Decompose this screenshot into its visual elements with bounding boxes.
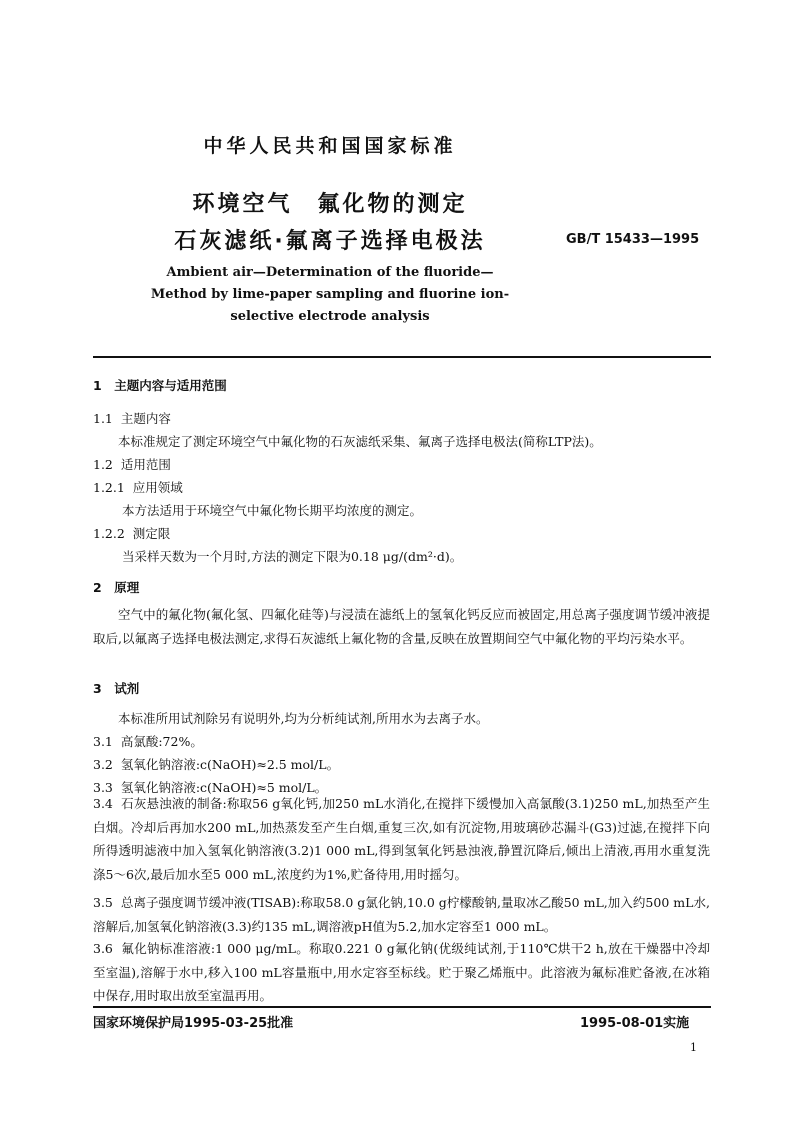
clause-title: 应用领域 <box>132 480 183 495</box>
clause-1-1-text: 本标准规定了测定环境空气中氟化物的石灰滤纸采集、氟离子选择电极法(简称LTP法)。 <box>118 434 602 449</box>
clause-3-5 <box>93 891 710 938</box>
clause-3-2 <box>93 755 339 773</box>
clause-number: 3.2 <box>93 757 113 772</box>
clause-number: 1.2.2 <box>93 526 125 541</box>
document-title-line1: 环境空气 氟化物的测定 <box>192 192 468 217</box>
section-2-text: 空气中的氟化物(氟化氢、四氟化硅等)与浸渍在滤纸上的氢氧化钙反应而被固定,用总离子强度调节缓冲液提取后,以氟离子选择电极法测定,求得石灰滤纸上氟化物的含量,反映在放置期间空气中氟化物的平均污染水平。 <box>93 607 710 646</box>
standard-org-title: 中华人民共和国国家标准 <box>203 135 457 157</box>
clause-text: 总离子强度调节缓冲液(TISAB):称取58.0 g氯化钠,10.0 g柠檬酸钠,量取冰乙酸50 mL,加入约500 mL水,溶解后,加氢氧化钠溶液(3.3)约135 mL,调溶液pH值为5.2,加水定容至1 000 mL。 <box>93 895 710 934</box>
clause-3-4 <box>93 792 710 886</box>
effective-date: 1995-08-01实施 <box>580 1016 690 1031</box>
document-title-line2: 石灰滤纸·氟离子选择电极法 <box>174 229 486 254</box>
clause-text: 石灰悬浊液的制备:称取56 g氧化钙,加250 mL水消化,在搅拌下缓慢加入高氯酸(3.1)250 mL,加热至产生白烟。冷却后再加水200 mL,加热蒸发至产生白烟,重复三次,如有沉淀物,用玻璃砂芯漏斗(G3)过滤,在搅拌下向所得透明滤液中加入氢氧化钠溶液(3.2)1 000 mL,得到氢氧化钙悬浊液,静置沉降后,倾出上清液,再用水重复洗涤5～6次,最后加水至5 000 mL,浓度约为1%,贮备待用,用时摇匀。 <box>93 796 710 882</box>
section-1-heading: 1 主题内容与适用范围 <box>93 378 227 393</box>
clause-title: 测定限 <box>132 526 171 541</box>
section-2-heading: 2 原理 <box>93 580 140 595</box>
clause-3-6 <box>93 937 710 1008</box>
clause-number: 3.1 <box>93 734 113 749</box>
page-number: 1 <box>690 1041 697 1054</box>
clause-1-2-heading <box>93 455 171 473</box>
clause-1-2-1-heading <box>93 478 183 496</box>
approval-info: 国家环境保护局1995-03-25批准 <box>93 1016 294 1031</box>
section-3-intro: 本标准所用试剂除另有说明外,均为分析纯试剂,所用水为去离子水。 <box>118 711 489 726</box>
header-divider <box>93 356 711 358</box>
english-title-line3: selective electrode analysis <box>230 309 430 324</box>
clause-text: 氢氧化钠溶液:c(NaOH)≈2.5 mol/L。 <box>120 757 340 772</box>
clause-text: 氢氧化钠溶液:c(NaOH)≈5 mol/L。 <box>120 780 328 795</box>
clause-number: 3.3 <box>93 780 113 795</box>
standard-code: GB/T 15433—1995 <box>566 232 700 247</box>
section-3-heading: 3 试剂 <box>93 681 140 696</box>
english-title-line1: Ambient air—Determination of the fluoride— <box>166 265 494 280</box>
clause-number: 1.2.1 <box>93 480 125 495</box>
clause-text: 氟化钠标准溶液:1 000 μg/mL。称取0.221 0 g氟化钠(优级纯试剂,于110℃烘干2 h,放在干燥器中冷却至室温),溶解于水中,移入100 mL容量瓶中,用水定容至标线。贮于聚乙烯瓶中。此溶液为氟标准贮备液,在冰箱中保存,用时取出放至室温再用。 <box>93 941 710 1003</box>
clause-text: 高氯酸:72%。 <box>120 734 203 749</box>
clause-number: 1.1 <box>93 411 113 426</box>
clause-1-2-2-heading <box>93 524 170 542</box>
clause-number: 1.2 <box>93 457 113 472</box>
clause-1-2-2-text: 当采样天数为一个月时,方法的测定下限为0.18 μg/(dm²·d)。 <box>122 549 463 564</box>
clause-1-1-heading <box>93 409 171 427</box>
clause-number: 3.5 <box>93 895 113 910</box>
clause-1-2-1-text: 本方法适用于环境空气中氟化物长期平均浓度的测定。 <box>122 503 423 518</box>
clause-title: 主题内容 <box>120 411 171 426</box>
clause-title: 适用范围 <box>120 457 171 472</box>
footer-divider <box>93 1006 711 1008</box>
clause-number: 3.4 <box>93 796 113 811</box>
clause-number: 3.6 <box>93 941 113 956</box>
english-title-line2: Method by lime-paper sampling and fluorine ion- <box>150 287 510 302</box>
clause-3-1 <box>93 732 203 750</box>
